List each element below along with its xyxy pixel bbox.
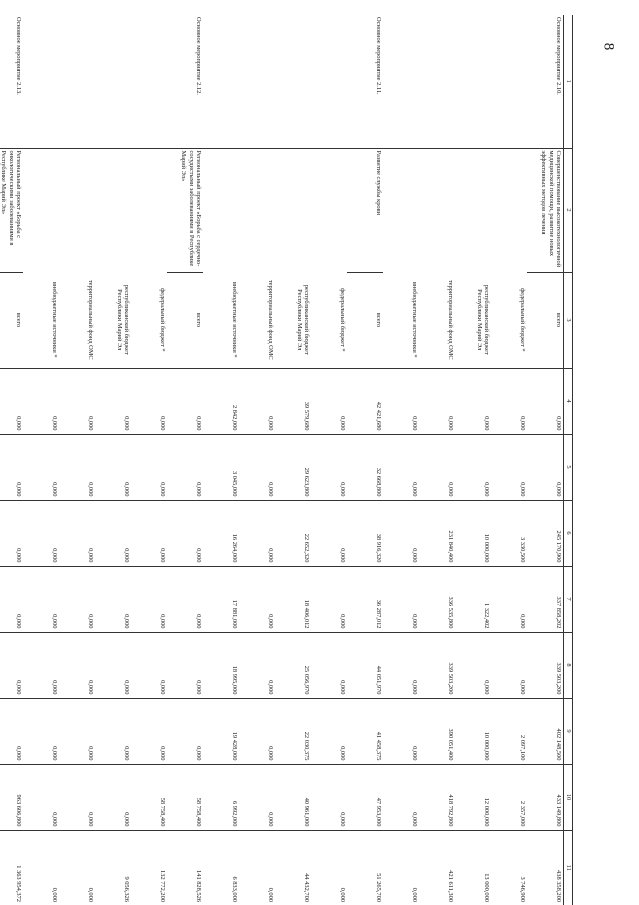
value-cell: 47 953,000 — [347, 764, 383, 830]
value-cell: 0,000 — [239, 566, 275, 632]
value-cell: 1 363 954,372 — [0, 830, 23, 905]
measure-level-cell: Основное мероприятие 2.11. — [375, 17, 382, 95]
value-cell: 36 287,012 — [347, 566, 383, 632]
value-cell: 0,000 — [23, 500, 59, 566]
value-cell: 0,000 — [23, 434, 59, 500]
value-cell: 0,000 — [311, 632, 347, 698]
value-cell: 0,000 — [383, 500, 419, 566]
value-cell: 0,000 — [0, 368, 23, 434]
table-row — [167, 15, 203, 905]
value-cell: 0,000 — [383, 632, 419, 698]
value-cell: 0,000 — [131, 368, 167, 434]
value-cell: 12 000,000 — [455, 764, 491, 830]
value-cell: 0,000 — [383, 566, 419, 632]
header-cell: 11 — [564, 830, 573, 905]
header-cell: 5 — [564, 434, 573, 500]
value-cell: 0,000 — [131, 434, 167, 500]
value-cell: 0,000 — [95, 632, 131, 698]
funding-source-cell: всего — [0, 272, 23, 368]
value-cell: 0,000 — [455, 632, 491, 698]
header-cell: 7 — [564, 566, 573, 632]
value-cell: 0,000 — [491, 566, 527, 632]
funding-source-cell: федеральный бюджет * — [519, 287, 526, 352]
value-cell: 339 503,200 — [419, 632, 455, 698]
value-cell: 390 051,400 — [419, 698, 455, 764]
value-cell: 2 357,000 — [491, 764, 527, 830]
measure-level-cell: Основное мероприятие 2.12. — [195, 17, 202, 95]
value-cell: 0,000 — [0, 434, 23, 500]
value-cell: 29 623,800 — [275, 434, 311, 500]
value-cell: 418 792,800 — [419, 764, 455, 830]
value-cell: 6 992,000 — [203, 764, 239, 830]
value-cell: 0,000 — [23, 632, 59, 698]
value-cell: 0,000 — [491, 368, 527, 434]
value-cell: 10 000,000 — [455, 500, 491, 566]
value-cell: 0,000 — [311, 500, 347, 566]
value-cell: 0,000 — [419, 434, 455, 500]
value-cell: 32 668,800 — [347, 434, 383, 500]
value-cell: 0,000 — [59, 632, 95, 698]
value-cell: 25 056,970 — [275, 632, 311, 698]
value-cell: 0,000 — [311, 764, 347, 830]
value-cell: 0,000 — [131, 698, 167, 764]
value-cell: 41 458,375 — [347, 698, 383, 764]
value-cell: 0,000 — [59, 434, 95, 500]
value-cell: 0,000 — [491, 434, 527, 500]
value-cell: 0,000 — [23, 566, 59, 632]
value-cell: 2 097,100 — [491, 698, 527, 764]
value-cell: 141 828,526 — [167, 830, 203, 905]
value-cell: 0,000 — [59, 698, 95, 764]
funding-source-cell: федеральный бюджет * — [159, 287, 166, 352]
value-cell: 0,000 — [59, 500, 95, 566]
value-cell: 0,000 — [131, 632, 167, 698]
value-cell: 0,000 — [95, 434, 131, 500]
value-cell: 0,000 — [455, 434, 491, 500]
value-cell: 13 000,000 — [455, 830, 491, 905]
value-cell: 0,000 — [59, 830, 95, 905]
value-cell: 0,000 — [455, 368, 491, 434]
value-cell: 19 428,000 — [203, 698, 239, 764]
value-cell: 0,000 — [95, 698, 131, 764]
value-cell: 0,000 — [167, 698, 203, 764]
value-cell: 433 149,800 — [527, 764, 564, 830]
header-cell: 6 — [564, 500, 573, 566]
value-cell: 0,000 — [383, 764, 419, 830]
value-cell: 0,000 — [419, 368, 455, 434]
value-cell: 132 772,200 — [131, 830, 167, 905]
header-cell: 2 — [564, 148, 573, 272]
value-cell: 18 995,000 — [203, 632, 239, 698]
value-cell: 3 330,500 — [491, 500, 527, 566]
measure-name-cell: Региональный проект «Борьба с онкологическими заболеваниями в Республике Марий Эл» — [0, 148, 23, 272]
funding-source-cell: внебюджетные источники * — [231, 281, 238, 358]
value-cell: 18 406,012 — [275, 566, 311, 632]
value-cell: 0,000 — [239, 632, 275, 698]
value-cell: 0,000 — [0, 566, 23, 632]
rotated-table-container — [0, 15, 573, 905]
page-number: 8 — [600, 42, 617, 51]
value-cell: 0,000 — [0, 632, 23, 698]
measure-level-cell: Основное мероприятие 2.10. — [555, 17, 562, 95]
value-cell: 0,000 — [23, 368, 59, 434]
value-cell: 51 265,700 — [347, 830, 383, 905]
funding-source-cell: территориальный фонд ОМС — [447, 279, 454, 360]
value-cell: 0,000 — [95, 500, 131, 566]
measure-name-cell: Развитие службы крови — [203, 148, 383, 272]
funding-source-cell: территориальный фонд ОМС — [87, 279, 94, 360]
value-cell: 963 606,800 — [0, 764, 23, 830]
header-cell: 1 — [564, 15, 573, 148]
value-cell: 0,000 — [527, 368, 564, 434]
value-cell: 0,000 — [167, 368, 203, 434]
value-cell: 39 579,680 — [275, 368, 311, 434]
table-row — [527, 15, 564, 905]
value-cell: 0,000 — [167, 434, 203, 500]
value-cell: 0,000 — [239, 434, 275, 500]
value-cell: 0,000 — [383, 698, 419, 764]
value-cell: 0,000 — [383, 830, 419, 905]
funding-source-cell: внебюджетные источники * — [411, 281, 418, 358]
value-cell: 58 758,400 — [131, 764, 167, 830]
value-cell: 0,000 — [491, 632, 527, 698]
value-cell: 40 961,000 — [275, 764, 311, 830]
value-cell: 17 881,000 — [203, 566, 239, 632]
value-cell: 0,000 — [167, 566, 203, 632]
value-cell: 22 652,320 — [275, 500, 311, 566]
funding-source-cell: республиканский бюджет Республики Марий Эл — [115, 284, 130, 355]
funding-source-cell: всего — [527, 272, 564, 368]
funding-source-cell: республиканский бюджет Республики Марий Эл — [295, 284, 310, 355]
value-cell: 0,000 — [131, 566, 167, 632]
value-cell: 337 858,202 — [527, 566, 564, 632]
value-cell: 2 842,000 — [203, 368, 239, 434]
table-row — [347, 15, 383, 905]
value-cell: 44 432,700 — [275, 830, 311, 905]
value-cell: 10 000,000 — [455, 698, 491, 764]
funding-source-cell: федеральный бюджет * — [339, 287, 346, 352]
funding-source-cell: всего — [347, 272, 383, 368]
value-cell: 1 322,402 — [455, 566, 491, 632]
value-cell: 0,000 — [239, 698, 275, 764]
budget-table — [0, 15, 573, 905]
value-cell: 22 030,375 — [275, 698, 311, 764]
funding-source-cell: республиканский бюджет Республики Марий Эл — [475, 284, 490, 355]
value-cell: 0,000 — [95, 566, 131, 632]
value-cell: 0,000 — [311, 698, 347, 764]
value-cell: 42 421,680 — [347, 368, 383, 434]
value-cell: 3 746,900 — [491, 830, 527, 905]
header-cell: 9 — [564, 698, 573, 764]
value-cell: 0,000 — [239, 764, 275, 830]
value-cell: 0,000 — [527, 434, 564, 500]
value-cell: 421 611,300 — [419, 830, 455, 905]
value-cell: 438 358,200 — [527, 830, 564, 905]
value-cell: 0,000 — [131, 500, 167, 566]
header-row — [564, 15, 573, 905]
value-cell: 0,000 — [23, 830, 59, 905]
funding-source-cell: территориальный фонд ОМС — [267, 279, 274, 360]
value-cell: 38 916,320 — [347, 500, 383, 566]
value-cell: 16 264,000 — [203, 500, 239, 566]
value-cell: 58 758,400 — [167, 764, 203, 830]
value-cell: 44 051,970 — [347, 632, 383, 698]
value-cell: 0,000 — [239, 830, 275, 905]
value-cell: 0,000 — [59, 368, 95, 434]
table-body — [0, 15, 564, 905]
value-cell: 0,000 — [383, 368, 419, 434]
header-cell: 4 — [564, 368, 573, 434]
value-cell: 245 170,900 — [527, 500, 564, 566]
value-cell: 402 148,500 — [527, 698, 564, 764]
header-cell: 10 — [564, 764, 573, 830]
value-cell: 0,000 — [311, 368, 347, 434]
value-cell: 3 045,000 — [203, 434, 239, 500]
measure-name-cell: Совершенствование высокотехнологичной медицинской помощи, развитие новых эффективных методов лечения — [383, 148, 564, 272]
measure-name-cell: Региональный проект «Борьба с сердечно-сосудистыми заболеваниями в Республике Марий Эл» — [23, 148, 203, 272]
funding-source-cell: внебюджетные источники * — [51, 281, 58, 358]
value-cell: 6 833,000 — [203, 830, 239, 905]
value-cell: 0,000 — [239, 368, 275, 434]
table-row — [0, 15, 23, 905]
value-cell: 0,000 — [383, 434, 419, 500]
value-cell: 0,000 — [0, 698, 23, 764]
header-cell: 3 — [564, 272, 573, 368]
value-cell: 0,000 — [311, 830, 347, 905]
value-cell: 0,000 — [311, 566, 347, 632]
value-cell: 0,000 — [95, 764, 131, 830]
header-cell: 8 — [564, 632, 573, 698]
value-cell: 0,000 — [59, 566, 95, 632]
value-cell: 0,000 — [167, 632, 203, 698]
value-cell: 0,000 — [23, 764, 59, 830]
value-cell: 339 503,200 — [527, 632, 564, 698]
value-cell: 0,000 — [23, 698, 59, 764]
value-cell: 0,000 — [95, 368, 131, 434]
value-cell: 9 056,326 — [95, 830, 131, 905]
value-cell: 0,000 — [311, 434, 347, 500]
measure-level-cell: Основное мероприятие 2.13. — [15, 17, 22, 95]
value-cell: 0,000 — [59, 764, 95, 830]
value-cell: 0,000 — [167, 500, 203, 566]
value-cell: 0,000 — [239, 500, 275, 566]
value-cell: 0,000 — [0, 500, 23, 566]
value-cell: 336 535,800 — [419, 566, 455, 632]
value-cell: 231 840,400 — [419, 500, 455, 566]
funding-source-cell: всего — [167, 272, 203, 368]
